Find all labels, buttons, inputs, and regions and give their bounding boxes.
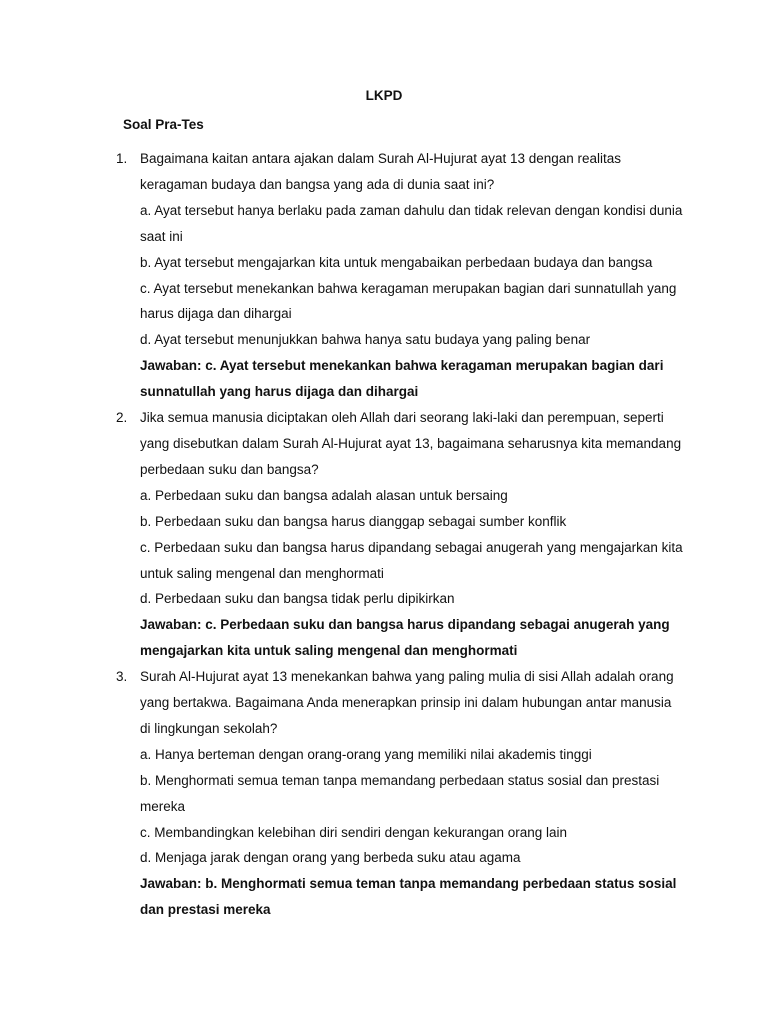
option-b: b. Menghormati semua teman tanpa memandang perbedaan status sosial dan prestasi mereka — [140, 772, 660, 814]
option-d: d. Ayat tersebut menunjukkan bahwa hanya satu budaya yang paling benar — [140, 332, 591, 348]
question-item — [0, 405, 768, 664]
option-b: b. Ayat tersebut mengajarkan kita untuk mengabaikan perbedaan budaya dan bangsa — [140, 254, 653, 270]
question-number: 3. — [116, 669, 128, 685]
question-item — [0, 664, 768, 923]
option-a: a. Ayat tersebut hanya berlaku pada zaman dahulu dan tidak relevan dengan kondisi dunia saat ini — [140, 202, 683, 244]
question-text: Jika semua manusia diciptakan oleh Allah dari seorang laki-laki dan perempuan, seperti yang disebutkan dalam Surah Al-Hujurat ayat 13, bagaimana seharusnya kita memandang perbedaan suku dan bangsa? — [140, 410, 682, 477]
question-text: Bagaimana kaitan antara ajakan dalam Surah Al-Hujurat ayat 13 dengan realitas keragaman budaya dan bangsa yang ada di dunia saat ini? — [140, 151, 622, 192]
question-number: 1. — [116, 151, 128, 166]
answer-text: Jawaban: b. Menghormati semua teman tanpa memandang perbedaan status sosial dan prestasi mereka — [140, 876, 677, 918]
question-number: 2. — [116, 410, 128, 426]
question-item — [0, 146, 768, 405]
option-a: a. Perbedaan suku dan bangsa adalah alasan untuk bersaing — [140, 487, 508, 503]
section-title: Soal Pra-Tes — [123, 117, 204, 132]
option-c: c. Ayat tersebut menekankan bahwa keragaman merupakan bagian dari sunnatullah yang harus dijaga dan dihargai — [140, 280, 677, 322]
option-b: b. Perbedaan suku dan bangsa harus dianggap sebagai sumber konflik — [140, 513, 567, 529]
document-title: LKPD — [365, 88, 403, 103]
answer-text: Jawaban: c. Perbedaan suku dan bangsa harus dipandang sebagai anugerah yang mengajarkan kita untuk saling mengenal dan menghormati — [140, 617, 670, 659]
option-a: a. Hanya berteman dengan orang-orang yang memiliki nilai akademis tinggi — [140, 746, 592, 762]
option-c: c. Perbedaan suku dan bangsa harus dipandang sebagai anugerah yang mengajarkan kita untuk saling mengenal dan menghormati — [140, 539, 683, 581]
question-body — [140, 664, 685, 923]
question-body — [140, 146, 685, 405]
option-c: c. Membandingkan kelebihan diri sendiri dengan kekurangan orang lain — [140, 824, 568, 840]
option-d: d. Menjaga jarak dengan orang yang berbeda suku atau agama — [140, 850, 521, 866]
answer-text: Jawaban: c. Ayat tersebut menekankan bahwa keragaman merupakan bagian dari sunnatullah yang harus dijaga dan dihargai — [140, 358, 664, 400]
option-d: d. Perbedaan suku dan bangsa tidak perlu dipikirkan — [140, 591, 455, 607]
question-list — [0, 146, 768, 923]
question-body — [140, 405, 685, 664]
question-text: Surah Al-Hujurat ayat 13 menekankan bahwa yang paling mulia di sisi Allah adalah orang yang bertakwa. Bagaimana Anda menerapkan prinsip ini dalam hubungan antar manusia di lingkungan sekolah? — [140, 669, 674, 736]
